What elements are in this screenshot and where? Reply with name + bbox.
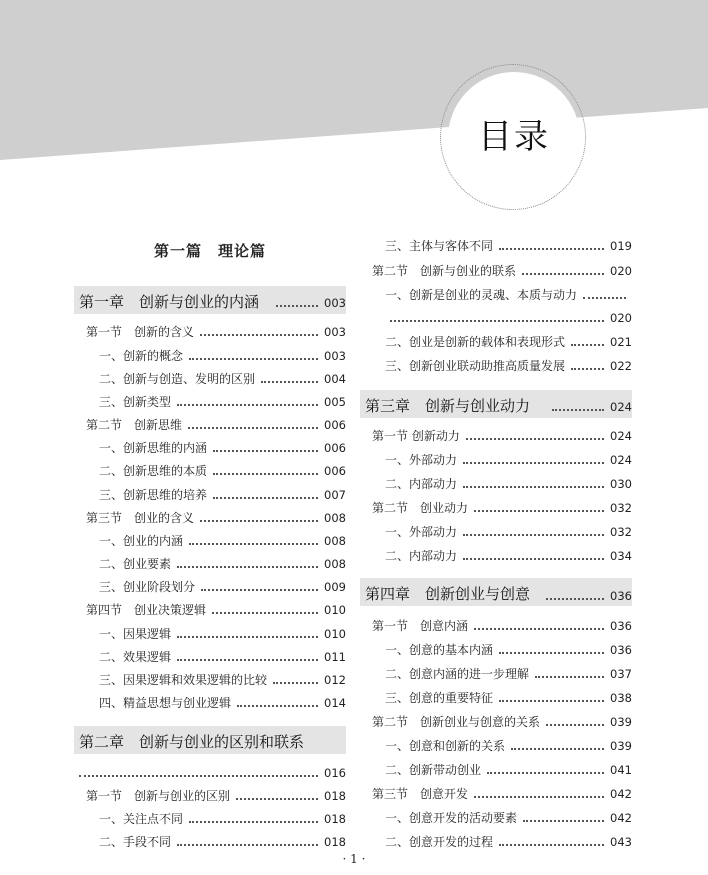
toc-entry[interactable] [86,506,346,526]
toc-entry[interactable] [99,645,346,665]
page-number: 003 [324,349,346,363]
leader-dots [189,543,318,545]
entry-label: 三、因果逻辑和效果逻辑的比较 [99,673,268,687]
toc-entry[interactable] [99,367,346,387]
leader-dots [487,772,604,774]
entry-label: 第一节 创新的含义 [86,325,195,339]
leader-dots [546,724,604,726]
toc-entry[interactable] [86,413,346,433]
toc-entry[interactable] [372,710,632,730]
leader-dots [463,462,604,464]
entry-label: 第三节 创业的含义 [86,511,195,525]
leader-dots [511,748,604,750]
toc-entry[interactable] [372,424,632,444]
page-number: 020 [610,264,632,278]
leader-dots [523,820,604,822]
toc-entry[interactable] [385,662,632,682]
page-number: 019 [610,239,632,253]
page-number: 003 [324,325,346,339]
toc-entry[interactable] [385,520,632,540]
page-number: 042 [610,811,632,825]
page-number: 037 [610,667,632,681]
leader-dots [499,700,604,702]
entry-label: 一、创业的内涵 [99,534,184,548]
toc-entry[interactable] [385,448,632,468]
entry-label: 二、创业是创新的载体和表现形式 [385,335,566,349]
toc-entry[interactable] [385,686,632,706]
chapter-page-row [79,761,346,781]
toc-entry[interactable] [99,483,346,503]
leader-dots [522,273,604,275]
leader-dots [213,497,318,499]
leader-dots [261,381,318,383]
page-number: 004 [324,372,346,386]
page-number: 018 [324,835,346,849]
leader-dots [463,486,604,488]
page-number: 014 [324,696,346,710]
entry-label: 第三节 创意开发 [372,787,469,801]
page-number: 043 [610,835,632,849]
page-number: 007 [324,488,346,502]
toc-entry[interactable] [86,320,346,340]
entry-label: 第一节 创意内涵 [372,619,469,633]
page-number: 010 [324,603,346,617]
page-number: 011 [324,650,346,664]
leader-dots [499,844,604,846]
page-number: 008 [324,511,346,525]
leader-dots [463,534,604,536]
chapter-title: 第一章 创新与创业的内涵 [79,293,260,311]
chapter-title: 第二章 创新与创业的区别和联系 [79,733,305,751]
chapter-title: 第三章 创新与创业动力 [365,397,531,415]
page-number: 018 [324,812,346,826]
leader-dots [466,438,604,440]
page-number: 042 [610,787,632,801]
page-number: 024 [610,400,632,414]
leader-dots [390,320,604,322]
page-number: 020 [610,311,632,325]
entry-label: 一、创意的基本内涵 [385,643,494,657]
toc-entry[interactable] [86,598,346,618]
entry-label: 一、创新是创业的灵魂、本质与动力 [385,288,578,302]
page-number: 018 [324,789,346,803]
page-number: 036 [610,619,632,633]
leader-dots [463,558,604,560]
leader-dots [273,682,318,684]
chapter-page-row [546,395,632,415]
leader-dots [583,297,626,299]
toc-entry[interactable] [385,830,632,850]
toc-entry[interactable] [99,807,346,827]
entry-label: 三、创意的重要特征 [385,691,494,705]
entry-label: 二、效果逻辑 [99,650,172,664]
entry-label: 一、关注点不同 [99,812,184,826]
page-number: 039 [610,739,632,753]
entry-label: 第二节 创新创业与创意的关系 [372,715,541,729]
entry-label: 第二节 创新思维 [86,418,183,432]
entry-label: 一、创意和创新的关系 [385,739,506,753]
page-number: 010 [324,627,346,641]
toc-entry[interactable] [385,806,632,826]
entry-label: 二、内部动力 [385,549,458,563]
leader-dots [546,598,604,600]
leader-dots [236,798,318,800]
page-number: 008 [324,534,346,548]
page-number: 016 [324,766,346,780]
toc-entry[interactable] [99,575,346,595]
part-title: 第一篇 理论篇 [153,242,266,260]
leader-dots [177,844,318,846]
leader-dots [201,589,318,591]
entry-label: 第一节 创新与创业的区别 [86,789,231,803]
toc-entry[interactable] [372,496,632,516]
leader-dots [200,334,318,336]
leader-dots [499,652,604,654]
entry-label: 二、创新带动创业 [385,763,482,777]
entry-label: 二、创业要素 [99,557,172,571]
leader-dots [79,775,318,777]
leader-dots [499,248,604,250]
page-number: 032 [610,525,632,539]
leader-dots [213,473,318,475]
leader-dots [474,628,604,630]
chapter-page-row [540,584,632,604]
toc-entry[interactable] [385,734,632,754]
entry-label: 二、创意内涵的进一步理解 [385,667,530,681]
entry-label: 一、外部动力 [385,453,458,467]
toc-entry[interactable] [385,354,632,374]
entry-label: 二、创意开发的过程 [385,835,494,849]
toc-entry[interactable] [385,234,632,254]
entry-label: 三、创新类型 [99,395,172,409]
page-number: 032 [610,501,632,515]
leader-dots [535,676,604,678]
entry-label: 二、手段不同 [99,835,172,849]
entry-label: 一、外部动力 [385,525,458,539]
page-number: 036 [610,643,632,657]
page-number: 024 [610,429,632,443]
entry-label: 第二节 创新与创业的联系 [372,264,517,278]
leader-dots [474,796,604,798]
toc-entry[interactable] [99,691,346,711]
page-number: 030 [610,477,632,491]
leader-dots [189,358,318,360]
entry-label: 三、创新思维的培养 [99,488,208,502]
entry-label: 二、内部动力 [385,477,458,491]
page-number: 034 [610,549,632,563]
leader-dots [571,344,604,346]
page-number: 038 [610,691,632,705]
toc-entry-wrapped[interactable] [385,283,632,303]
leader-dots [177,404,318,406]
page-number: 008 [324,557,346,571]
leader-dots [189,821,318,823]
page-number: 006 [324,464,346,478]
page-number: 036 [610,589,632,603]
page-number: 024 [610,453,632,467]
header-banner [0,0,708,210]
entry-label: 三、创新创业联动助推高质量发展 [385,359,566,373]
toc-entry[interactable] [385,330,632,350]
entry-label: 一、创意开发的活动要素 [385,811,518,825]
page-number: 006 [324,441,346,455]
toc-entry[interactable] [385,638,632,658]
toc-entry[interactable] [99,622,346,642]
toc-entry[interactable] [86,784,346,804]
entry-label: 二、创新思维的本质 [99,464,208,478]
leader-dots [213,450,318,452]
toc-entry[interactable] [372,614,632,634]
page-number: 006 [324,418,346,432]
leader-dots [177,566,318,568]
page-number: 012 [324,673,346,687]
page-number: 005 [324,395,346,409]
entry-label: 一、创新的概念 [99,349,184,363]
chapter-title: 第四章 创新创业与创意 [365,585,531,603]
entry-label: 第四节 创业决策逻辑 [86,603,207,617]
entry-label: 三、创业阶段划分 [99,580,196,594]
leader-dots [177,659,318,661]
page-number: 022 [610,359,632,373]
toc-entry[interactable] [372,259,632,279]
toc-entry[interactable] [99,436,346,456]
toc-entry[interactable] [385,758,632,778]
page-number: 009 [324,580,346,594]
leader-dots [571,368,604,370]
toc-entry[interactable] [99,390,346,410]
entry-label: 一、创新思维的内涵 [99,441,208,455]
page-number: 041 [610,763,632,777]
toc-entry[interactable] [385,544,632,564]
page-number: 021 [610,335,632,349]
entry-label: 第一节 创新动力 [372,429,460,443]
leader-dots [177,636,318,638]
leader-dots [200,520,318,522]
toc-entry-continuation[interactable] [390,306,632,326]
toc-entry[interactable] [385,472,632,492]
entry-label: 一、因果逻辑 [99,627,172,641]
leader-dots [212,612,318,614]
leader-dots [188,427,318,429]
toc-entry[interactable] [99,344,346,364]
leader-dots [276,305,318,307]
entry-label: 第二节 创业动力 [372,501,469,515]
entry-label: 三、主体与客体不同 [385,239,494,253]
leader-dots [552,409,604,411]
toc-entry[interactable] [99,668,346,688]
page-footer-number: · 1 · [342,852,366,866]
toc-entry[interactable] [99,459,346,479]
page-number: 003 [324,296,346,310]
chapter-page-row [270,291,346,311]
chapter-heading[interactable] [74,726,346,754]
leader-dots [237,705,318,707]
page-number: 039 [610,715,632,729]
toc-entry[interactable] [99,830,346,850]
entry-label: 二、创新与创造、发明的区别 [99,372,256,386]
toc-entry[interactable] [372,782,632,802]
toc-entry[interactable] [99,529,346,549]
entry-label: 四、精益思想与创业逻辑 [99,696,232,710]
page-title: 目录 [478,117,550,157]
toc-entry[interactable] [99,552,346,572]
leader-dots [474,510,604,512]
